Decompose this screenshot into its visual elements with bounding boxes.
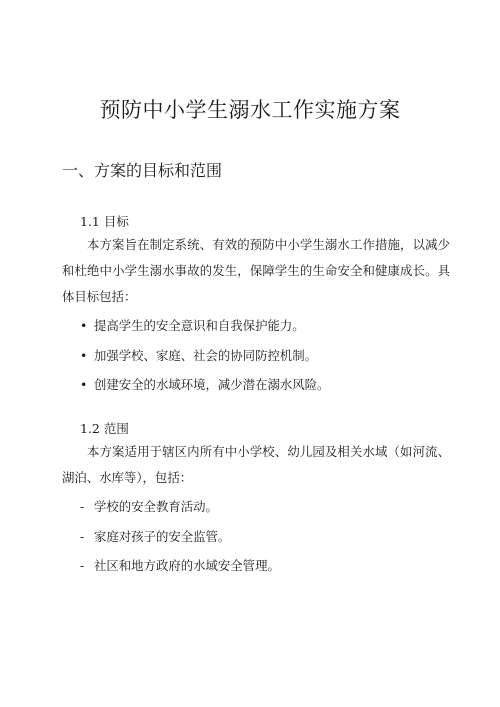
scope-paragraph: 本方案适用于辖区内所有中小学校、幼儿园及相关水域（如河流、湖泊、水库等），包括： xyxy=(62,444,450,485)
list-item-text: 创建安全的水域环境，减少潜在溺水风险。 xyxy=(94,377,330,393)
list-item-text: 加强学校、家庭、社会的协同防控机制。 xyxy=(94,347,318,363)
list-item xyxy=(80,497,280,527)
goal-list xyxy=(80,316,329,405)
dash-mark: - xyxy=(80,499,85,514)
subheading-scope: 1.2 范围 xyxy=(80,421,129,436)
dash-mark: - xyxy=(80,558,85,574)
bullet-mark: • xyxy=(80,377,88,393)
list-item-text: 学校的安全教育活动。 xyxy=(94,499,218,514)
list-item-text: 社区和地方政府的水域安全管理。 xyxy=(94,558,280,574)
list-item xyxy=(80,375,329,405)
subheading-goal: 1.1 目标 xyxy=(80,214,129,229)
list-item xyxy=(80,316,329,346)
document-title: 预防中小学生溺水工作实施方案 xyxy=(99,98,401,122)
list-item-text: 提高学生的安全意识和自我保护能力。 xyxy=(94,318,305,333)
dash-mark: - xyxy=(80,528,85,544)
list-item xyxy=(80,346,329,376)
bullet-mark: • xyxy=(80,318,88,333)
list-item xyxy=(80,527,280,557)
list-item xyxy=(80,556,280,586)
section-heading-goals-scope: 一、方案的目标和范围 xyxy=(62,161,223,180)
scope-list xyxy=(80,497,280,586)
list-item-text: 家庭对孩子的安全监管。 xyxy=(94,528,231,544)
bullet-mark: • xyxy=(80,347,88,363)
goal-paragraph: 本方案旨在制定系统、有效的预防中小学生溺水工作措施，以减少和杜绝中小学生溺水事故的发生，保障学生的生命安全和健康成长。具体目标包括： xyxy=(62,237,450,304)
